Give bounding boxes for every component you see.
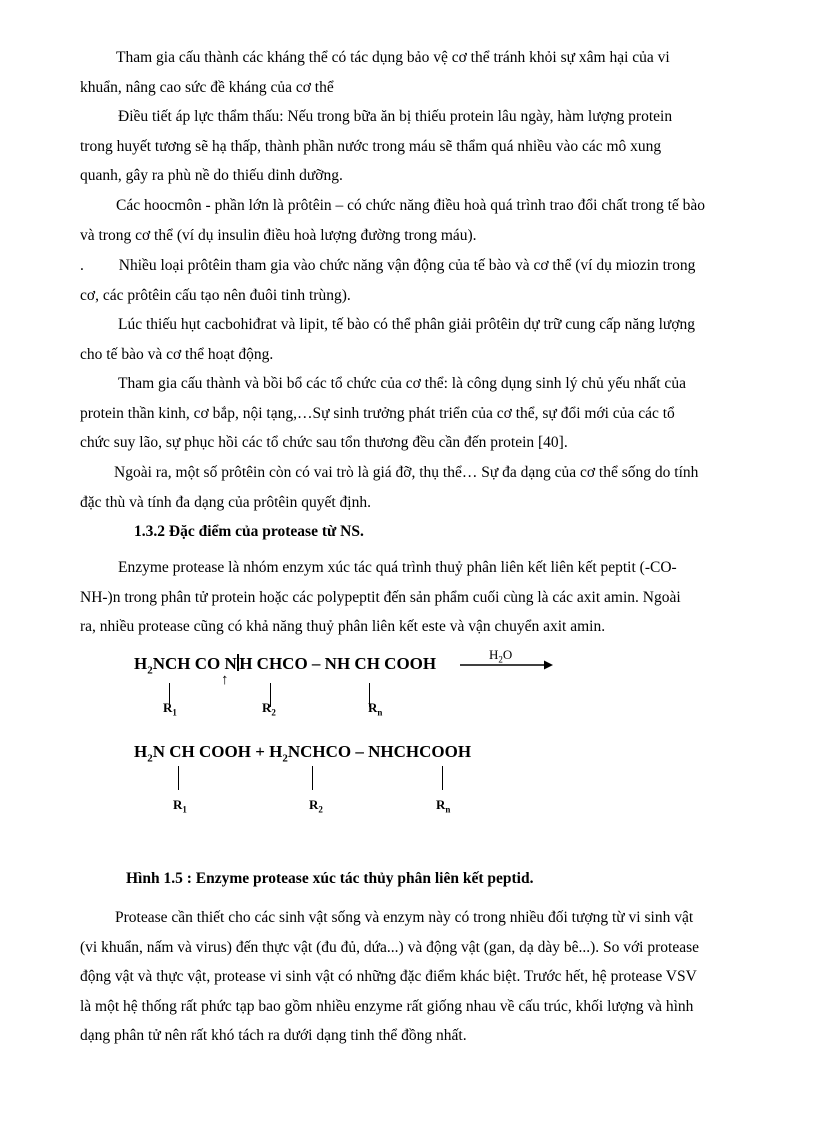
paragraph-other-roles [80, 458, 740, 517]
formula-part: H [134, 742, 148, 761]
formula-part: O [502, 647, 513, 662]
text-line: Tham gia cấu thành và bồi bổ các tổ chức của cơ thể: là công dụng sinh lý chủ yếu nhất của [118, 375, 686, 392]
formula-part: NCHCO – NHCHCOOH [287, 742, 472, 761]
paragraph-hormones [80, 191, 740, 250]
text-line: ra, nhiều protease cũng có khả năng thuỷ phân liên kết este và vận chuyển axit amin. [80, 618, 606, 636]
text-line: Enzyme protease là nhóm enzym xúc tác quá trình thuỷ phân liên kết liên kết peptit (-CO- [118, 559, 677, 576]
formula-part: H [134, 654, 148, 673]
text-line: quanh, gây ra phù nề do thiếu dinh dưỡng. [80, 167, 343, 185]
formula-part: H CHCO – NH CH COOH [239, 654, 437, 673]
text-line: Các hoocmôn - phần lớn là prôtêin – có chức năng điều hoà quá trình trao đổi chất trong tế bào [116, 197, 706, 214]
formula-part: NCH CO N [152, 654, 237, 673]
text-line: Điều tiết áp lực thẩm thấu: Nếu trong bữa ăn bị thiếu protein lâu ngày, hàm lượng protein [118, 108, 673, 125]
text-line: protein thần kinh, cơ bắp, nội tạng,…Sự sinh trưởng phát triển của cơ thể, sự đổi mới của các tổ [80, 404, 675, 422]
paragraph-energy [80, 310, 740, 369]
text-line: đặc thù và tính đa dạng của prôtêin quyết định. [80, 493, 371, 511]
figure-caption: Hình 1.5 : Enzyme protease xúc tác thủy phân liên kết peptid. [126, 870, 534, 887]
text-line: dạng phân tử nên rất khó tách ra dưới dạng tinh thể đồng nhất. [80, 1027, 467, 1045]
paragraph-antibodies [80, 43, 740, 102]
reactant-formula [134, 654, 436, 676]
r-group-label: $R_n$ [368, 700, 383, 718]
text-line: Tham gia cấu thành các kháng thể có tác dụng bảo vệ cơ thể tránh khỏi sự xâm hại của vi [116, 49, 670, 66]
text-line: khuẩn, nâng cao sức đề kháng của cơ thể [80, 78, 334, 96]
text-line: Protease cần thiết cho các sinh vật sống và enzym này có trong nhiều đối tượng từ vi sinh vật [115, 909, 694, 926]
formula-part: N CH COOH + H [152, 742, 283, 761]
text-line: . Nhiều loại prôtêin tham gia vào chức năng vận động của tế bào và cơ thể (ví dụ miozin trong [80, 257, 696, 274]
paragraph-movement [80, 251, 740, 310]
text-line: là một hệ thống rất phức tạp bao gồm nhiều enzyme rất giống nhau về cấu trúc, khối lượng và hình [80, 997, 694, 1015]
r-group-label: $R_1$ [173, 797, 187, 815]
text-line: và trong cơ thể (ví dụ insulin điều hoà lượng đường trong máu). [80, 226, 477, 244]
formula-subscript: 2 [147, 664, 153, 677]
section-heading: 1.3.2 Đặc điểm của protease từ NS. [134, 523, 364, 540]
r-group-label: $R_n$ [436, 797, 451, 815]
reaction-arrow-icon [460, 659, 554, 671]
r-group-label: $R_2$ [262, 700, 276, 718]
paragraph-tissue [80, 369, 740, 458]
text-line: (vi khuẩn, nấm và virus) đến thực vật (đu đủ, dứa...) và động vật (gan, dạ dày bê...). So với protease [80, 938, 700, 956]
product-formula [134, 742, 471, 764]
text-line: cơ, các prôtêin cấu tạo nên đuôi tinh trùng). [80, 286, 351, 304]
paragraph-osmotic-pressure [80, 102, 740, 191]
formula-subscript: 2 [147, 752, 153, 765]
text-line: chức suy lão, sự phục hồi các tổ chức sau tổn thương đều cần đến protein [40]. [80, 434, 568, 452]
r-group-label: $R_1$ [163, 700, 177, 718]
text-line: NH-)n trong phân tử protein hoặc các polypeptit đến sản phẩm cuối cùng là các axit amin. Ngoài [80, 588, 681, 606]
text-line: cho tế bào và cơ thể hoạt động. [80, 345, 274, 363]
formula-subscript: 2 [498, 654, 503, 665]
formula-subscript: 2 [282, 752, 288, 765]
bond-line [312, 766, 313, 790]
bond-line [442, 766, 443, 790]
formula-part: H [489, 647, 499, 662]
cleavage-arrow-icon: ↑ [221, 672, 229, 688]
text-line: trong huyết tương sẽ hạ thấp, thành phần nước trong máu sẽ thẩm quá nhiều vào các mô xung [80, 137, 662, 155]
text-line: động vật và thực vật, protease vi sinh vật có những đặc điểm khác biệt. Trước hết, hệ protease VSV [80, 968, 697, 986]
paragraph-protease-definition [80, 553, 740, 642]
paragraph-protease-sources [80, 903, 740, 1051]
bond-line [178, 766, 179, 790]
r-group-label: $R_2$ [309, 797, 323, 815]
text-line: Lúc thiếu hụt cacbohiđrat và lipit, tế bào có thể phân giải prôtêin dự trữ cung cấp năng lượng [118, 316, 696, 333]
text-line: Ngoài ra, một số prôtêin còn có vai trò là giá đỡ, thụ thể… Sự đa dạng của cơ thể sống do tính [114, 464, 699, 481]
